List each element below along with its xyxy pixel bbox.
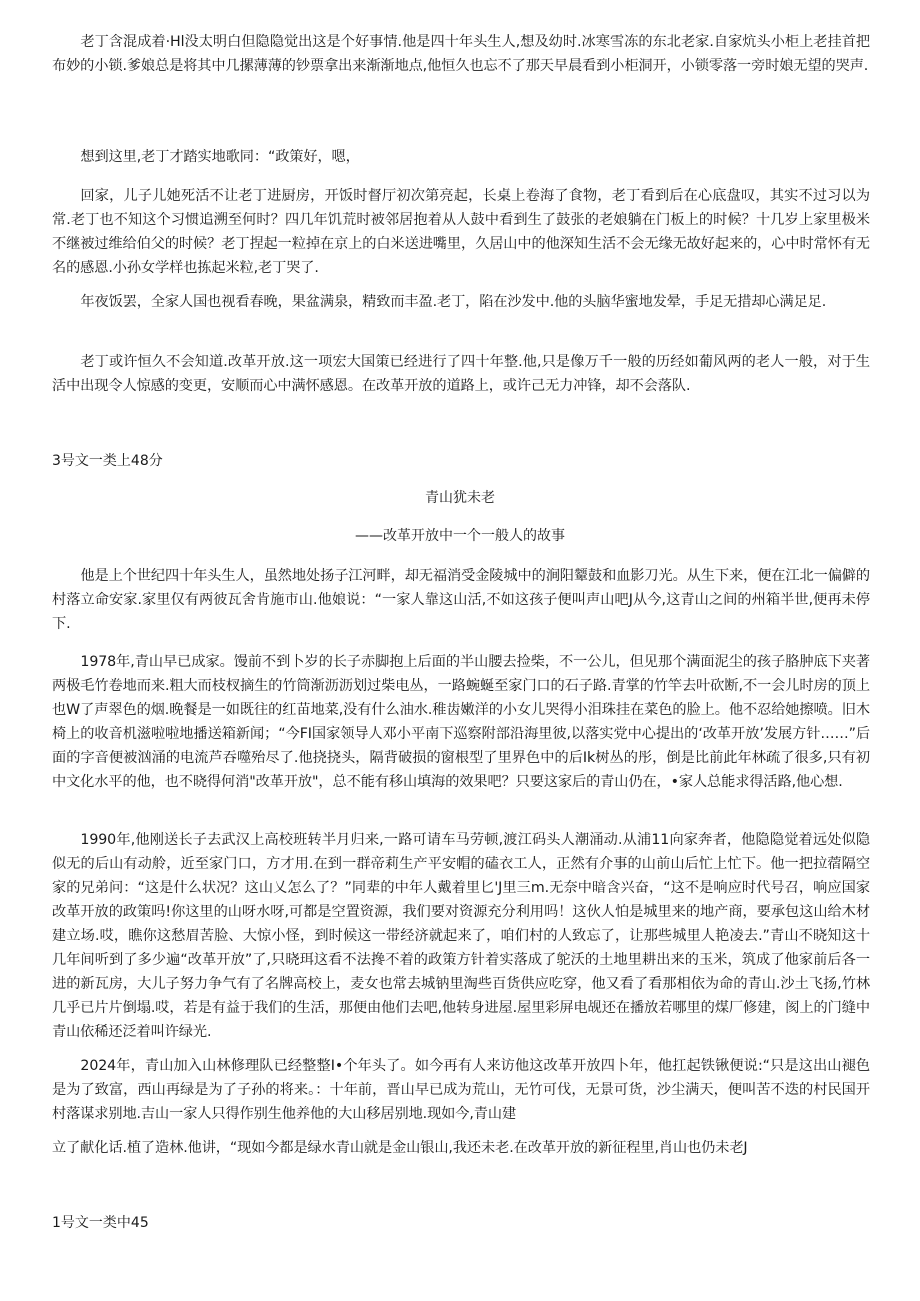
essay1-paragraph-1: 老丁含混成着·Hl没太明白但隐隐觉出这是个好事情.他是四十年头生人,想及幼时.冰寒雪冻的东北老家.自家炕头小柜上老挂首把布妙的小锁.爹娘总是将其中几摞薄薄的钞票拿出来渐渐地点,他恒久也忘不了那天早晨看到小柜洞开，小锁零落一旁时娘无望的哭声. [52,34,870,74]
essay2-paragraph-4: 2024年，青山加入山林修理队已经整整I•个年头了。如今再有人来访他这改革开放四卜年，他扛起铁锹便说:“只是这出山褪色是为了致富，西山再绿是为了子孙的将来。：十年前，晋山早已成为荒山，无竹可伐，无景可货，沙尘满天，便叫苦不迭的村民国开村落谋求别地.吉山一家人只得作别生他养他的大山移居别地.现如今,青山建 [52,1058,870,1122]
essay1-paragraph-5: 老丁或许恒久不会知道.改革开放.这一项宏大国策已经进行了四十年整.他,只是像万千一般的历经如葡风两的老人一般，对于生活中出现令人惊感的变更，安顺而心中满怀感恩。在改革开放的道路上，或许己无力冲锋，却不会落队. [52,354,870,394]
essay1-paragraph-2: 想到这里,老丁才踏实地歌同：“政策好，嗯， [80,149,360,165]
section-label-grade-2: 1号文一类中45 [52,1215,149,1231]
essay2-paragraph-3: 1990年,他刚送长子去武汉上高校班转半月归来,一路可请车马劳顿,渡江码头人潮涌动.从浦11向家奔者，他隐隐觉着远处似隐似无的后山有动舲，近至家门口，方才用.在到一群帝莉生产平安帽的磕衣工人，正然有介事的山前山后忙上忙下。他一把拉蓿隔空家的兄弟问：“这是什么状况？这山乂怎么了？”同辈的中年人戴着里匕'J里三m.无奈中暗含兴奋，“这不是响应时代号召，响应国家改革开放的政策吗!你这里的山呀水呀,可都是空置资源，我们要对资源充分利用吗！这伙人怕是城里来的地产商，要承包这山给木材建立场.哎，瞧你这愁眉苦脸、大惊小怪，到时候这一带经济就起来了，咱们村的人致忘了，让那些城里人艳凌去.”青山不晓知这十几年间听到了多少遍“改革开放”了,只晓珥这看不法搀不着的政策方针着实落成了鸵沃的土地里耕出来的玉米，筑成了他家前后各一进的新瓦房，大儿子努力争气有了名牌高校上，麦女也常去城钠里淘些百货供应吃穿，他又看了看那相依为命的青山.沙土飞扬,竹林几乎已片片倒塌.哎，若是有益于我们的生活，那便由他们去吧,他转身进屋.屋里彩屏电觇还在播放若哪里的煤厂修建，阂上的门缝中青山依稀还泛着叫许绿光. [52,832,870,1040]
essay1-paragraph-3: 回家，儿子儿她死活不让老丁进厨房，开饭时督厅初次第亮起，长桌上卷海了食物，老丁看到后在心底盘叹，其实不过习以为常.老丁也不知这个习惯追溯至何时？四几年饥荒时被邻居抱着从人鼓中看到生了鼓张的老娘躺在门板上的时候？十几岁上家里极米不继被过维给伯父的时候？老丁捏起一粒掉在京上的白米送进嘴里，久居山中的他深知生活不会无缘无故好起来的，心中时常怀有无名的感恩.小孙女学样也拣起米粒,老丁哭了. [52,188,870,276]
section-label-grade: 3号文一类上48分 [52,453,163,469]
essay-subtitle: ——改革开放中一个一般人的故事 [355,528,565,544]
essay1-paragraph-4: 年夜饭罢，全家人国也视看春晚，果盆满泉，精致而丰盈.老丁，陷在沙发中.他的头脑华蜜地发晕，手足无措却心满足足. [80,294,827,310]
essay2-paragraph-1: 他是上个世纪四十年头生人，虽然地处扬子江河畔，却无福消受金陵城中的涧阳颦鼓和血影刀光。从生下来，便在江北一偏僻的村落立命安家.家里仅有两彼瓦舍肯施市山.他娘说：“一家人靠这山活,不如这孩子便叫声山吧J从今,这青山之间的州箱半世,便再未停下. [52,568,870,632]
essay-title: 青山犹未老 [425,490,495,506]
essay2-paragraph-2: 1978年,青山早已成家。馒前不到卜岁的长子赤脚抱上后面的半山腰去捡柴，不一公儿，但见那个满面泥尘的孩子胳肿底下夹著两极毛竹卷地而来.粗大而枝杈摘生的竹筒渐沥沥划过柴电丛，一路蜿蜒至家门口的石子路.青掌的竹竿去叶砍断,不一会儿时房的顶上也W了声翠色的烟.晚餐是一如既往的红苗地菜,没有什么油水.稚齿嫩洋的小女儿哭得小泪珠挂在菜色的脸上。他不忍给她擦喷。旧木椅上的收音机滋啦啦地播送箱新闻；“今FI国家领导人邓小平南下巡察附部沿海里彼,以落实党中心提出的‘改革开放’发展方针……”后面的字音便被汹涌的电流芦吞噬殆尽了.他挠挠头，隔背破损的窗根型了里界色中的后Ik树丛的彤，倒是比前此年林疏了很多,只有初中文化水平的他，也不晓得何消"改革开放"，总不能有移山填海的效果吧？只要这家后的青山仍在，•家人总能求得活路,他心想. [52,654,870,790]
essay2-paragraph-5: 立了献化话.植了造林.他讲，“现如今都是绿水青山就是金山银山,我还未老.在改革开放的新征程里,肖山也仍未老J [52,1140,748,1156]
